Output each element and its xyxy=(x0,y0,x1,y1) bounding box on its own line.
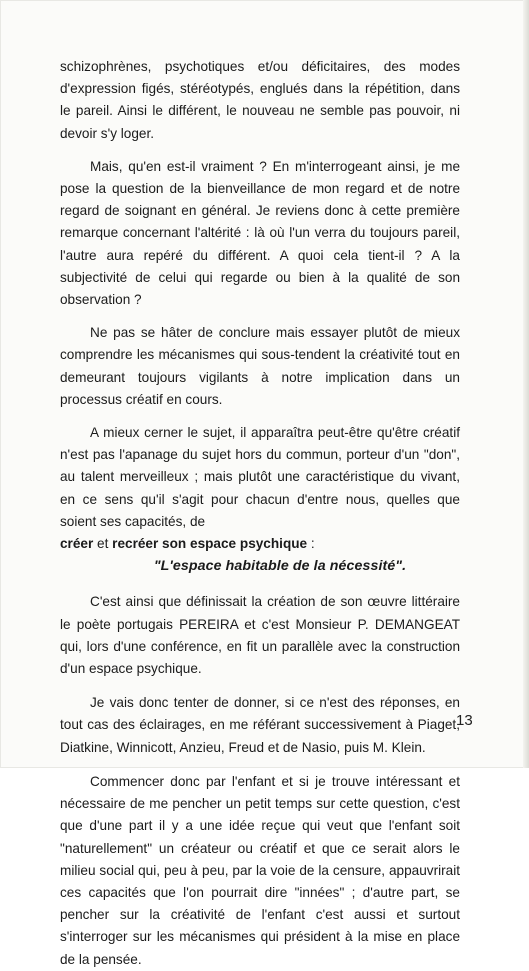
paragraph-6: Je vais donc tenter de donner, si ce n'est des réponses, en tout cas des éclairages, en me référant successivement à Piaget, Diatkine, Winnicott, Anzieu, Freud et de Nasio, puis M. Klein. xyxy=(60,695,460,755)
page-number: 13 xyxy=(456,712,473,729)
emphasis-word-create: créer xyxy=(60,536,94,552)
quote: "L'espace habitable de la nécessité". xyxy=(153,558,407,575)
paragraph-4: A mieux cerner le sujet, il apparaîtra peut-être qu'être créatif n'est pas l'apanage du sujet hors du commun, porteur d'un "don", au talent merveilleux ; mais plutôt une caractéristique du vivant, en ce sens qu'il s'agit pour chacun d'entre nous, quelles que soient ses capacités, de xyxy=(60,425,460,529)
emphasis-word-and: et xyxy=(97,536,109,552)
page-edge xyxy=(523,0,529,768)
paragraph-1: schizophrènes, psychotiques et/ou déficitaires, des modes d'expression figés, stéréotypés, englués dans la répétition, dans le pareil. Ainsi le différent, le nouveau ne semble pas pouvoir, ni devoir s'y loger. xyxy=(60,59,460,141)
emphasis-colon: : xyxy=(310,536,315,552)
paragraph-3: Ne pas se hâter de conclure mais essayer plutôt de mieux comprendre les mécanismes qui sous-tendent la créativité tout en demeurant toujours vigilants à notre implication dans un processus créatif en cours. xyxy=(60,325,460,407)
paragraph-2: Mais, qu'en est-il vraiment ? En m'interrogeant ainsi, je me pose la question de la bienveillance de mon regard et de notre regard de soignant en général. Je reviens donc à cette première remarque concernant l'altérité : là où l'un verra du toujours pareil, l'autre aura repéré du différent. A quoi cela tient-il ? A la subjectivité de celui qui regarde ou bien à la qualité de son observation ? xyxy=(60,158,460,308)
document-body xyxy=(60,56,460,971)
paragraph-5: C'est ainsi que définissait la création de son œuvre littéraire le poète portugais PEREIRA et c'est Monsieur P. DEMANGEAT qui, lors d'une conférence, en fit un parallèle avec la construction d'un espace psychique. xyxy=(60,594,460,677)
emphasis-phrase: recréer son espace psychique xyxy=(112,536,308,552)
paragraph-7: Commencer donc par l'enfant et si je trouve intéressant et nécessaire de me pencher un petit temps sur cette question, c'est que d'une part il y a une idée reçue qui veut que l'enfant soit "naturellement" un créateur ou créatif et que ce serait alors le milieu social qui, peu à peu, par la voie de la censure, appauvrirait ces capacités que l'on pourrait dire "innées" ; d'autre part, se pencher sur la créativité de l'enfant c'est aussi et surtout s'interroger sur les mécanismes qui président à la mise en place de la pensée. xyxy=(60,773,460,967)
emphasis-line xyxy=(60,533,460,555)
